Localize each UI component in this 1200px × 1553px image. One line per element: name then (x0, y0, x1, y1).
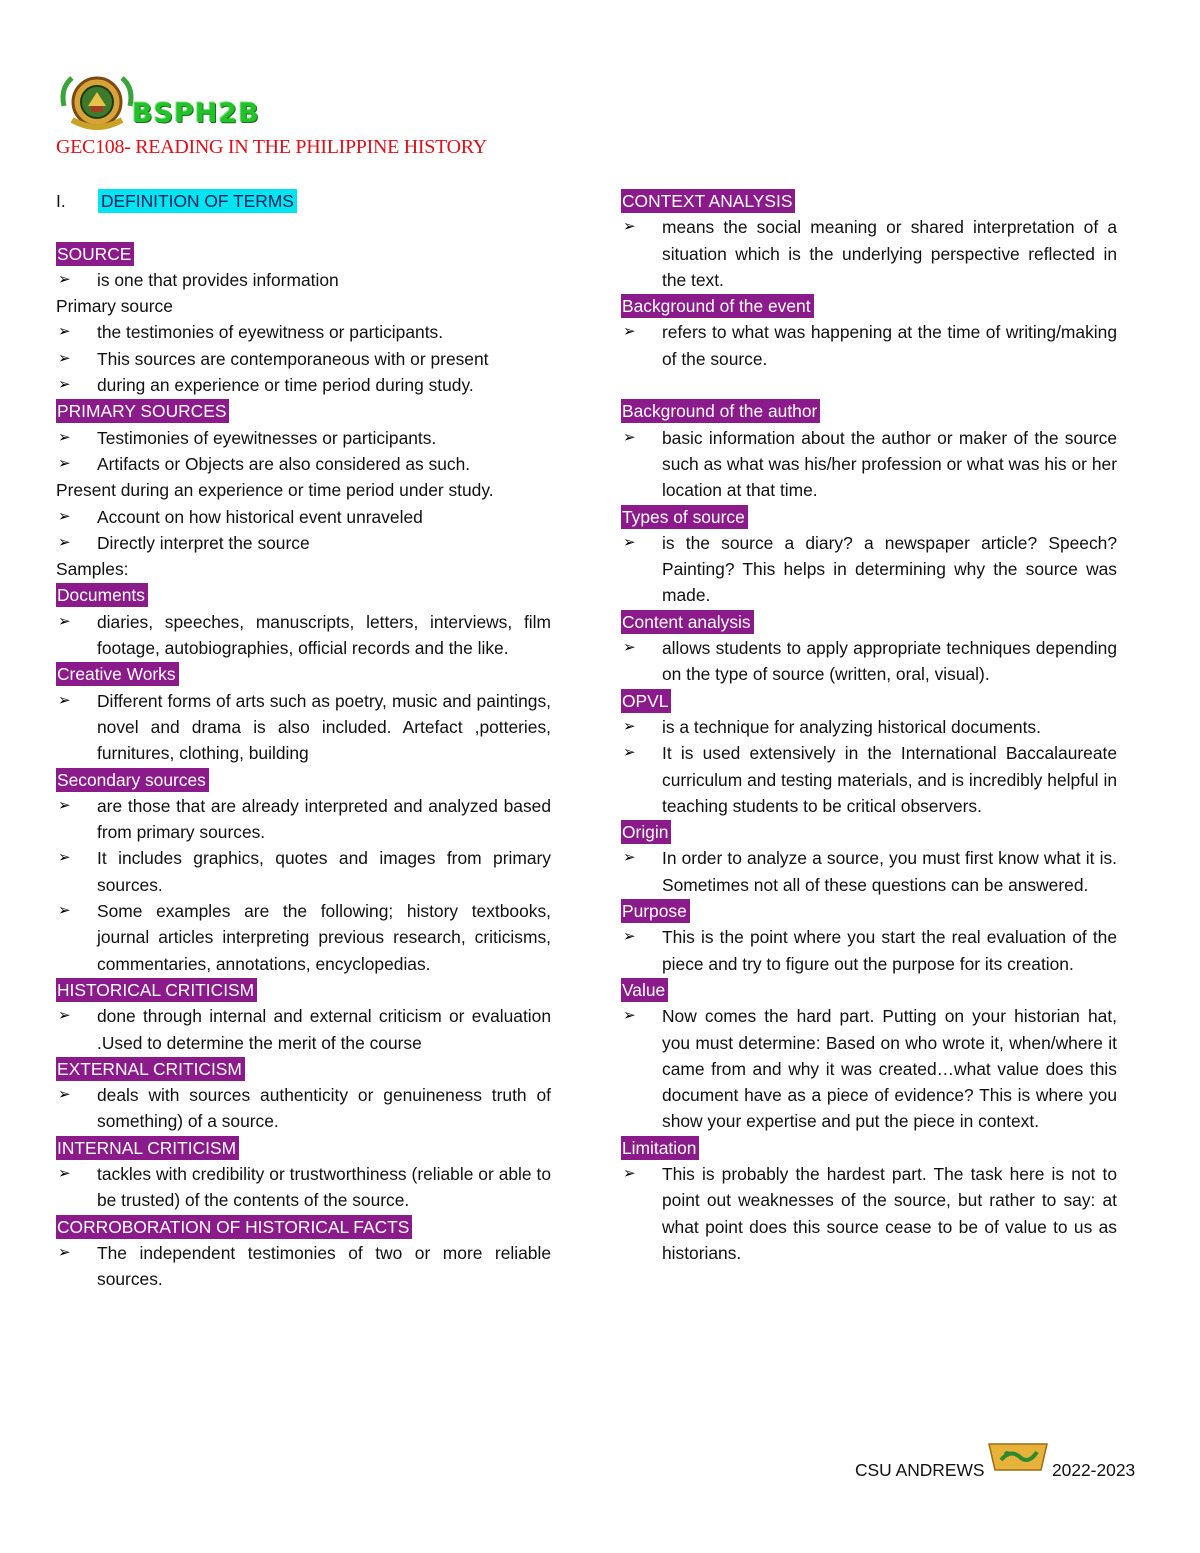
course-title: GEC108- READING IN THE PHILIPPINE HISTORY (56, 136, 487, 158)
heading-corroboration: CORROBORATION OF HISTORICAL FACTS (56, 1215, 412, 1239)
heading-historical-criticism: HISTORICAL CRITICISM (56, 978, 257, 1002)
bullet-item: ➢ the testimonies of eyewitness or participants. (56, 319, 551, 345)
heading-primary-sources: PRIMARY SOURCES (56, 399, 229, 423)
arrow-bullet-icon: ➢ (58, 902, 71, 920)
bullet-item: ➢ is the source a diary? a newspaper article? Speech? Painting? This helps in determining why the source was made. (621, 530, 1117, 609)
arrow-bullet-icon: ➢ (58, 349, 71, 367)
heading-content-analysis: Content analysis (621, 610, 754, 634)
bullet-item: ➢ Directly interpret the source (56, 530, 551, 556)
arrow-bullet-icon: ➢ (623, 639, 636, 657)
heading-origin: Origin (621, 820, 671, 844)
bullet-item: ➢ This is the point where you start the real evaluation of the piece and try to figure out the purpose for its creation. (621, 924, 1117, 977)
heading-creative-works: Creative Works (56, 662, 179, 686)
footer-year: 2022-2023 (1052, 1460, 1136, 1480)
school-seal-logo (58, 70, 136, 134)
heading-secondary-sources: Secondary sources (56, 768, 209, 792)
paragraph: Present during an experience or time period under study. (56, 480, 494, 501)
bullet-item: ➢ tackles with credibility or trustworthiness (reliable or able to be trusted) of the contents of the source. (56, 1161, 551, 1214)
arrow-bullet-icon: ➢ (58, 691, 71, 709)
left-column (56, 188, 551, 1292)
heading-value: Value (621, 978, 668, 1002)
bullet-item: ➢ Testimonies of eyewitnesses or participants. (56, 425, 551, 451)
heading-source: SOURCE (56, 242, 134, 266)
heading-context-analysis: CONTEXT ANALYSIS (621, 189, 795, 213)
bullet-item: ➢ is a technique for analyzing historical documents. (621, 714, 1117, 740)
arrow-bullet-icon: ➢ (623, 849, 636, 867)
section-label: DEFINITION OF TERMS (98, 189, 297, 213)
subheading: Samples: (56, 559, 129, 580)
heading-types-of-source: Types of source (621, 505, 748, 529)
bullet-item: ➢ refers to what was happening at the time of writing/making of the source. (621, 319, 1117, 372)
arrow-bullet-icon: ➢ (623, 717, 636, 735)
bullet-item: ➢ Artifacts or Objects are also considered as such. (56, 451, 551, 477)
arrow-bullet-icon: ➢ (58, 1086, 71, 1104)
heading-external-criticism: EXTERNAL CRITICISM (56, 1057, 245, 1081)
heading-background-event: Background of the event (621, 294, 814, 318)
right-column (621, 188, 1117, 1266)
heading-purpose: Purpose (621, 899, 690, 923)
arrow-bullet-icon: ➢ (623, 1007, 636, 1025)
footer-logo (987, 1440, 1049, 1474)
bullet-item: ➢ done through internal and external criticism or evaluation .Used to determine the merit of the course (56, 1003, 551, 1056)
bullet-item: ➢ diaries, speeches, manuscripts, letters, interviews, film footage, autobiographies, official records and the like. (56, 609, 551, 662)
arrow-bullet-icon: ➢ (623, 323, 636, 341)
arrow-bullet-icon: ➢ (58, 1243, 71, 1261)
bullet-item: ➢ deals with sources authenticity or genuineness truth of something) of a source. (56, 1082, 551, 1135)
bullet-item: ➢ This sources are contemporaneous with or present (56, 346, 551, 372)
bullet-item: ➢ basic information about the author or maker of the source such as what was his/her profession or what was his or her location at that time. (621, 425, 1117, 504)
bullet-item: ➢ It is used extensively in the International Baccalaureate curriculum and testing materials, and is incredibly helpful in teaching students to be critical observers. (621, 740, 1117, 819)
bullet-item: ➢ are those that are already interpreted and analyzed based from primary sources. (56, 793, 551, 846)
heading-background-author: Background of the author (621, 399, 820, 423)
arrow-bullet-icon: ➢ (623, 928, 636, 946)
arrow-bullet-icon: ➢ (623, 428, 636, 446)
bullet-item: ➢ means the social meaning or shared interpretation of a situation which is the underlying perspective reflected in the text. (621, 214, 1117, 293)
arrow-bullet-icon: ➢ (58, 323, 71, 341)
heading-documents: Documents (56, 583, 148, 607)
bullet-item: ➢ The independent testimonies of two or more reliable sources. (56, 1240, 551, 1293)
heading-limitation: Limitation (621, 1136, 699, 1160)
bullet-item: ➢ In order to analyze a source, you must first know what it is. Sometimes not all of these questions can be answered. (621, 845, 1117, 898)
arrow-bullet-icon: ➢ (58, 376, 71, 394)
bullet-item: ➢ is one that provides information (56, 267, 551, 293)
bullet-item: ➢ It includes graphics, quotes and images from primary sources. (56, 845, 551, 898)
arrow-bullet-icon: ➢ (58, 1164, 71, 1182)
arrow-bullet-icon: ➢ (58, 507, 71, 525)
bullet-item: ➢ Some examples are the following; history textbooks, journal articles interpreting previous research, criticisms, commentaries, annotations, encyclopedias. (56, 898, 551, 977)
arrow-bullet-icon: ➢ (623, 533, 636, 551)
brand-title: BSPH2B (132, 98, 260, 129)
arrow-bullet-icon: ➢ (58, 270, 71, 288)
heading-internal-criticism: INTERNAL CRITICISM (56, 1136, 239, 1160)
bullet-item: ➢ during an experience or time period during study. (56, 372, 551, 398)
arrow-bullet-icon: ➢ (58, 612, 71, 630)
subheading: Primary source (56, 296, 173, 317)
section-number: I. (56, 191, 66, 211)
bullet-item: ➢ Account on how historical event unraveled (56, 504, 551, 530)
heading-opvl: OPVL (621, 689, 671, 713)
bullet-item: ➢ This is probably the hardest part. The task here is not to point out weaknesses of the source, but rather to say: at what point does this source cease to be of value to us as historians. (621, 1161, 1117, 1266)
bullet-item: ➢ allows students to apply appropriate techniques depending on the type of source (written, oral, visual). (621, 635, 1117, 688)
arrow-bullet-icon: ➢ (623, 1164, 636, 1182)
arrow-bullet-icon: ➢ (623, 744, 636, 762)
footer-name: CSU ANDREWS (855, 1460, 985, 1480)
arrow-bullet-icon: ➢ (58, 796, 71, 814)
arrow-bullet-icon: ➢ (58, 1007, 71, 1025)
section-heading (56, 188, 551, 214)
arrow-bullet-icon: ➢ (623, 218, 636, 236)
arrow-bullet-icon: ➢ (58, 428, 71, 446)
arrow-bullet-icon: ➢ (58, 533, 71, 551)
bullet-item: ➢ Different forms of arts such as poetry, music and paintings, novel and drama is also included. Artefact ,potteries, furnitures, clothing, building (56, 688, 551, 767)
bullet-item: ➢ Now comes the hard part. Putting on your historian hat, you must determine: Based on who wrote it, when/where it came from and why it was created…what value does this document have as a piece of evidence? This is where you show your expertise and put the piece in context. (621, 1003, 1117, 1134)
arrow-bullet-icon: ➢ (58, 454, 71, 472)
arrow-bullet-icon: ➢ (58, 849, 71, 867)
